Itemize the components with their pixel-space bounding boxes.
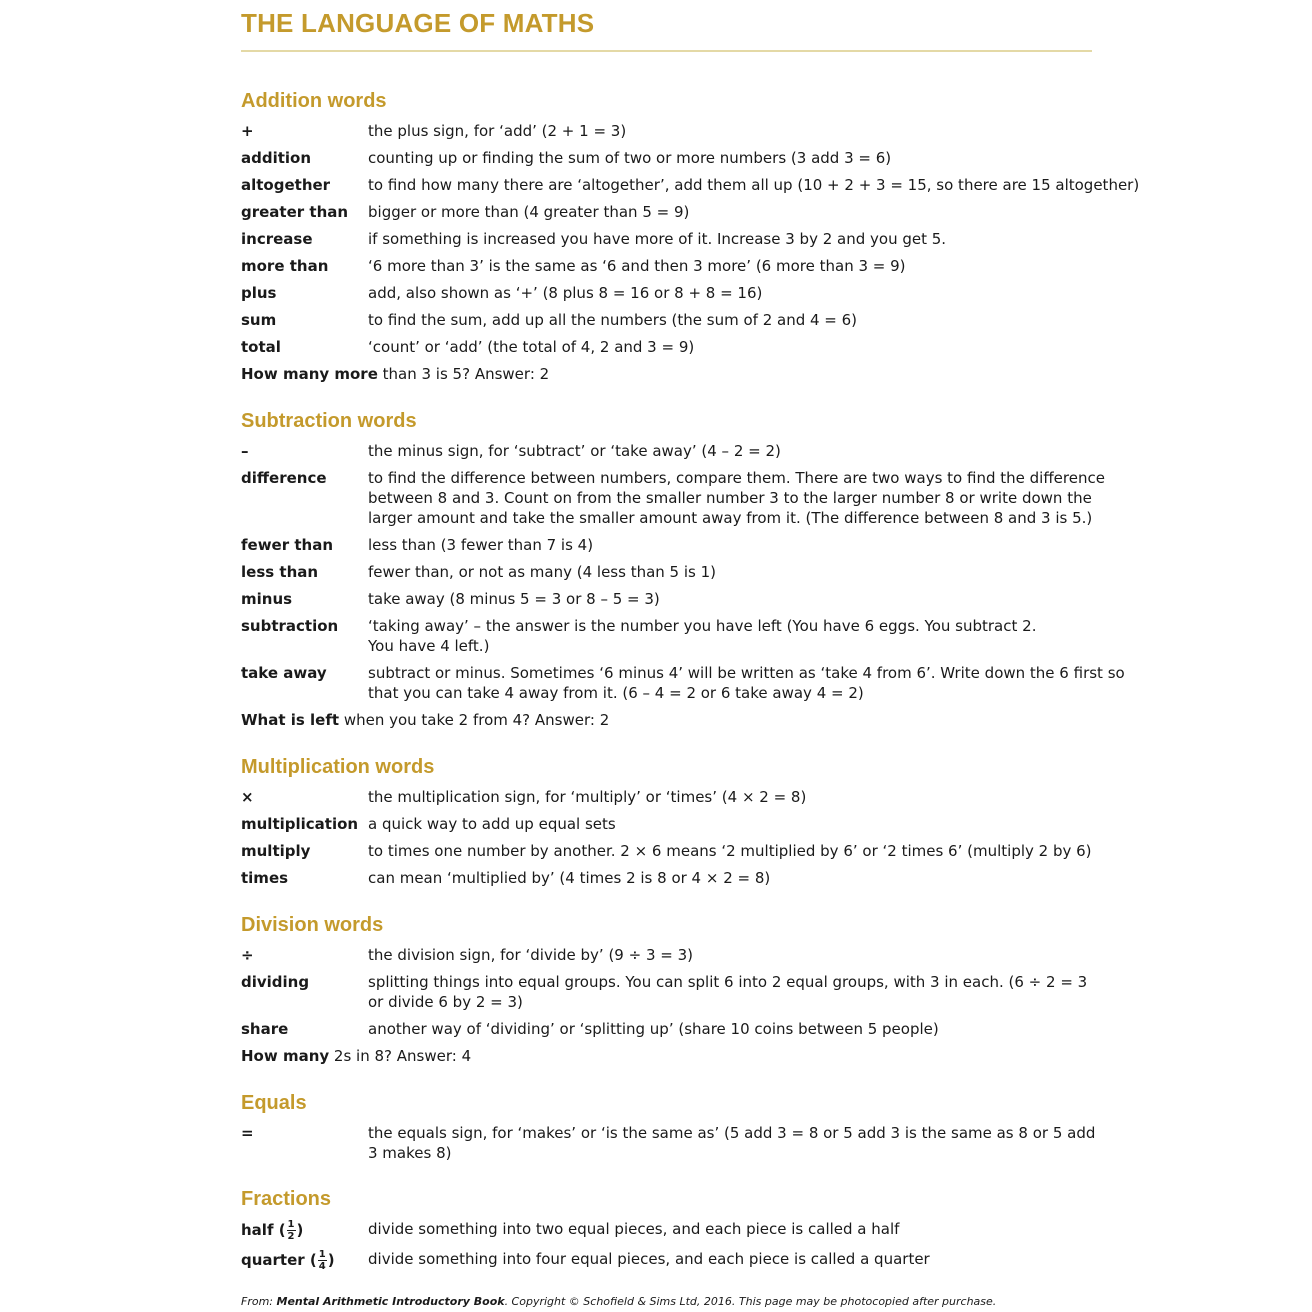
glossary-term bbox=[241, 1123, 368, 1143]
term-text: greater than bbox=[241, 203, 349, 221]
glossary-term bbox=[241, 945, 368, 965]
glossary-term bbox=[241, 468, 368, 488]
term-text: = bbox=[241, 1124, 254, 1142]
glossary-definition bbox=[368, 202, 1141, 222]
definition-line: divide something into two equal pieces, and each piece is called a half bbox=[368, 1220, 900, 1238]
term-text: altogether bbox=[241, 176, 331, 194]
glossary-definition bbox=[368, 972, 1141, 1012]
glossary-term bbox=[241, 175, 368, 195]
fraction-denominator: 4 bbox=[318, 1261, 326, 1272]
glossary-definition bbox=[368, 283, 1141, 303]
glossary-entry bbox=[241, 1219, 1141, 1242]
glossary-definition bbox=[368, 229, 1141, 249]
glossary-term: quarter ( $\frac{1}{4}$ ) bbox=[241, 1249, 335, 1272]
definition-line: between 8 and 3. Count on from the smaller number 3 to the larger number 8 or write down the bbox=[368, 489, 1092, 507]
example-text: than 3 is 5? Answer: 2 bbox=[377, 365, 550, 383]
glossary-definition bbox=[368, 535, 1141, 555]
example-keyword: How many bbox=[241, 1047, 330, 1065]
glossary-term bbox=[241, 1019, 368, 1039]
definition-line: ‘6 more than 3’ is the same as ‘6 and then 3 more’ (6 more than 3 = 9) bbox=[368, 257, 906, 275]
term-text: take away bbox=[241, 664, 327, 682]
glossary-term bbox=[241, 868, 368, 888]
example-question bbox=[241, 710, 1141, 730]
glossary-entry bbox=[241, 787, 1141, 807]
example-text: when you take 2 from 4? Answer: 2 bbox=[339, 711, 610, 729]
glossary-entry bbox=[241, 256, 1141, 276]
glossary-term bbox=[241, 562, 368, 582]
term-text: + bbox=[241, 122, 254, 140]
definition-line: another way of ‘dividing’ or ‘splitting up’ (share 10 coins between 5 people) bbox=[368, 1020, 939, 1038]
glossary-definition bbox=[368, 945, 1141, 965]
section-heading: Subtraction words bbox=[241, 410, 417, 432]
definition-line: or divide 6 by 2 = 3) bbox=[368, 993, 523, 1011]
term-text: less than bbox=[241, 563, 319, 581]
glossary-entry bbox=[241, 868, 1141, 888]
term-text: sum bbox=[241, 311, 277, 329]
example-keyword: How many more bbox=[241, 365, 378, 383]
glossary-definition bbox=[368, 663, 1141, 703]
glossary-entry bbox=[241, 562, 1141, 582]
term-text: minus bbox=[241, 590, 293, 608]
term-text: more than bbox=[241, 257, 329, 275]
glossary-entry bbox=[241, 229, 1141, 249]
definition-line: subtract or minus. Sometimes ‘6 minus 4’ will be written as ‘take 4 from 6’. Write down the 6 first so bbox=[368, 664, 1125, 682]
glossary-entry bbox=[241, 121, 1141, 141]
glossary-entry bbox=[241, 337, 1141, 357]
definition-line: You have 4 left.) bbox=[368, 637, 490, 655]
glossary-term: half ( $\frac{1}{2}$ ) bbox=[241, 1219, 304, 1242]
glossary-definition bbox=[368, 868, 1141, 888]
section-heading: Equals bbox=[241, 1092, 307, 1114]
term-text: × bbox=[241, 788, 254, 806]
term-text: quarter bbox=[241, 1251, 305, 1269]
glossary-entry bbox=[241, 616, 1141, 656]
title-divider bbox=[241, 50, 1092, 52]
definition-line: the plus sign, for ‘add’ (2 + 1 = 3) bbox=[368, 122, 627, 140]
glossary-term bbox=[241, 256, 368, 276]
glossary-term bbox=[241, 148, 368, 168]
glossary-definition bbox=[368, 787, 1141, 807]
definition-line: take away (8 minus 5 = 3 or 8 – 5 = 3) bbox=[368, 590, 660, 608]
footer-copyright: . Copyright © Schofield & Sims Ltd, 2016. This page may be photocopied after purchase. bbox=[504, 1295, 997, 1308]
definition-line: 3 makes 8) bbox=[368, 1144, 452, 1162]
glossary-term bbox=[241, 589, 368, 609]
glossary-definition bbox=[368, 256, 1141, 276]
glossary-term bbox=[241, 441, 368, 461]
definition-line: the minus sign, for ‘subtract’ or ‘take away’ (4 – 2 = 2) bbox=[368, 442, 781, 460]
glossary-term bbox=[241, 787, 368, 807]
glossary-entry bbox=[241, 1123, 1141, 1163]
glossary-entry bbox=[241, 468, 1141, 528]
glossary-entry bbox=[241, 310, 1141, 330]
definition-line: splitting things into equal groups. You can split 6 into 2 equal groups, with 3 in each. (6 ÷ 2 = 3 bbox=[368, 973, 1088, 991]
term-text: plus bbox=[241, 284, 277, 302]
definition-line: if something is increased you have more of it. Increase 3 by 2 and you get 5. bbox=[368, 230, 947, 248]
definition-line: fewer than, or not as many (4 less than 5 is 1) bbox=[368, 563, 717, 581]
glossary-definition bbox=[368, 841, 1141, 861]
glossary-entry bbox=[241, 1019, 1141, 1039]
example-question bbox=[241, 1046, 1141, 1066]
fraction-denominator: 2 bbox=[287, 1231, 295, 1242]
glossary-definition bbox=[368, 175, 1141, 195]
term-text: multiply bbox=[241, 842, 311, 860]
definition-line: to find how many there are ‘altogether’, add them all up (10 + 2 + 3 = 15, so there are 15 altogether) bbox=[368, 176, 1140, 194]
page-title: THE LANGUAGE OF MATHS bbox=[241, 8, 595, 38]
section-heading: Multiplication words bbox=[241, 756, 435, 778]
term-text: – bbox=[241, 442, 249, 460]
glossary-definition bbox=[368, 310, 1141, 330]
glossary-entry bbox=[241, 663, 1141, 703]
glossary-definition bbox=[368, 441, 1141, 461]
glossary-entry bbox=[241, 972, 1141, 1012]
glossary-term bbox=[241, 283, 368, 303]
term-text: times bbox=[241, 869, 289, 887]
example-keyword: What is left bbox=[241, 711, 340, 729]
section-heading: Addition words bbox=[241, 90, 387, 112]
definition-line: the multiplication sign, for ‘multiply’ or ‘times’ (4 × 2 = 8) bbox=[368, 788, 807, 806]
section-heading: Division words bbox=[241, 914, 384, 936]
glossary-term bbox=[241, 121, 368, 141]
term-text: difference bbox=[241, 469, 327, 487]
definition-line: to find the difference between numbers, compare them. There are two ways to find the difference bbox=[368, 469, 1105, 487]
glossary-entry bbox=[241, 202, 1141, 222]
term-text: increase bbox=[241, 230, 313, 248]
term-text: multiplication bbox=[241, 815, 359, 833]
term-text: share bbox=[241, 1020, 289, 1038]
glossary-entry bbox=[241, 814, 1141, 834]
glossary-definition bbox=[368, 814, 1141, 834]
term-text: fewer than bbox=[241, 536, 333, 554]
glossary-term bbox=[241, 229, 368, 249]
glossary-entry bbox=[241, 945, 1141, 965]
definition-line: that you can take 4 away from it. (6 – 4 = 2 or 6 take away 4 = 2) bbox=[368, 684, 864, 702]
glossary-term bbox=[241, 616, 368, 636]
glossary-term bbox=[241, 814, 368, 834]
glossary-entry bbox=[241, 283, 1141, 303]
definition-line: divide something into four equal pieces, and each piece is called a quarter bbox=[368, 1250, 930, 1268]
term-text: half bbox=[241, 1221, 274, 1239]
glossary-definition bbox=[368, 616, 1141, 656]
section-fractions bbox=[241, 1186, 1141, 1272]
fraction-numerator: 1 bbox=[287, 1219, 295, 1230]
glossary-definition bbox=[368, 562, 1141, 582]
glossary-term bbox=[241, 972, 368, 992]
glossary-definition bbox=[368, 1249, 1141, 1269]
glossary-entry bbox=[241, 841, 1141, 861]
footer-book-title: Mental Arithmetic Introductory Book bbox=[276, 1295, 505, 1308]
fraction bbox=[287, 1219, 296, 1242]
definition-line: bigger or more than (4 greater than 5 = 9) bbox=[368, 203, 690, 221]
section-multiplication bbox=[241, 754, 1141, 888]
definition-line: less than (3 fewer than 7 is 4) bbox=[368, 536, 594, 554]
term-text: addition bbox=[241, 149, 312, 167]
definition-line: larger amount and take the smaller amount away from it. (The difference between 8 and 3 is 5.) bbox=[368, 509, 1093, 527]
definition-line: to find the sum, add up all the numbers (the sum of 2 and 4 = 6) bbox=[368, 311, 858, 329]
footer-prefix: From: bbox=[241, 1295, 277, 1308]
definition-line: counting up or finding the sum of two or more numbers (3 add 3 = 6) bbox=[368, 149, 892, 167]
copyright-footer bbox=[241, 1295, 996, 1308]
term-text: total bbox=[241, 338, 281, 356]
glossary-definition bbox=[368, 337, 1141, 357]
glossary-entry bbox=[241, 441, 1141, 461]
glossary-definition bbox=[368, 589, 1141, 609]
glossary-term bbox=[241, 663, 368, 683]
term-text: ÷ bbox=[241, 946, 254, 964]
definition-line: the division sign, for ‘divide by’ (9 ÷ 3 = 3) bbox=[368, 946, 693, 964]
glossary-entry bbox=[241, 175, 1141, 195]
glossary-entry bbox=[241, 1249, 1141, 1272]
definition-line: ‘count’ or ‘add’ (the total of 4, 2 and 3 = 9) bbox=[368, 338, 695, 356]
term-text: subtraction bbox=[241, 617, 339, 635]
glossary-term bbox=[241, 337, 368, 357]
definition-line: add, also shown as ‘+’ (8 plus 8 = 16 or 8 + 8 = 16) bbox=[368, 284, 763, 302]
glossary-term bbox=[241, 841, 368, 861]
section-heading: Fractions bbox=[241, 1188, 332, 1210]
definition-line: can mean ‘multiplied by’ (4 times 2 is 8 or 4 × 2 = 8) bbox=[368, 869, 771, 887]
section-equals bbox=[241, 1090, 1141, 1163]
glossary-term bbox=[241, 202, 368, 222]
term-text: dividing bbox=[241, 973, 310, 991]
fraction bbox=[318, 1249, 327, 1272]
glossary-term bbox=[241, 310, 368, 330]
glossary-definition bbox=[368, 121, 1141, 141]
glossary-definition bbox=[368, 1123, 1141, 1163]
glossary-definition bbox=[368, 1219, 1141, 1239]
glossary-definition bbox=[368, 148, 1141, 168]
fraction-numerator: 1 bbox=[318, 1249, 326, 1260]
example-question bbox=[241, 364, 1141, 384]
definition-line: the equals sign, for ‘makes’ or ‘is the same as’ (5 add 3 = 8 or 5 add 3 is the same as 8 or 5 add bbox=[368, 1124, 1096, 1142]
definition-line: a quick way to add up equal sets bbox=[368, 815, 616, 833]
section-subtraction bbox=[241, 408, 1141, 730]
section-division bbox=[241, 912, 1141, 1066]
example-text: 2s in 8? Answer: 4 bbox=[329, 1047, 472, 1065]
glossary-term bbox=[241, 535, 368, 555]
glossary-definition bbox=[368, 1019, 1141, 1039]
section-addition bbox=[241, 88, 1141, 384]
glossary-definition bbox=[368, 468, 1141, 528]
glossary-entry bbox=[241, 148, 1141, 168]
definition-line: ‘taking away’ – the answer is the number you have left (You have 6 eggs. You subtract 2. bbox=[368, 617, 1037, 635]
definition-line: to times one number by another. 2 × 6 means ‘2 multiplied by 6’ or ‘2 times 6’ (multiply 2 by 6) bbox=[368, 842, 1092, 860]
glossary-entry bbox=[241, 535, 1141, 555]
glossary-entry bbox=[241, 589, 1141, 609]
